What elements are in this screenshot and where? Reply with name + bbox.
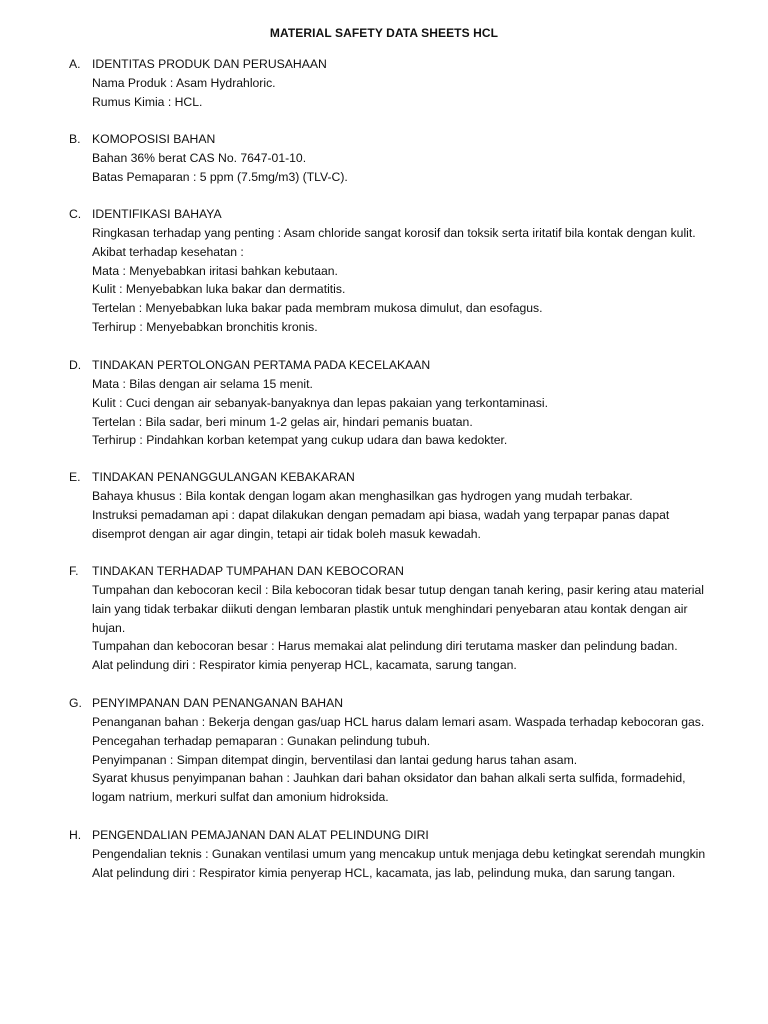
- section-letter: C.: [69, 207, 82, 221]
- section-line: Akibat terhadap kesehatan :: [92, 244, 244, 259]
- section-line: Tertelan : Menyebabkan luka bakar pada membram mukosa dimulut, dan esofagus.: [92, 301, 543, 316]
- section-title: PENGENDALIAN PEMAJANAN DAN ALAT PELINDUNG DIRI: [92, 828, 429, 842]
- section-heading: [69, 55, 759, 74]
- section-line: Pengendalian teknis : Gunakan ventilasi umum yang mencakup untuk menjaga debu ketingkat serendah mungkin: [92, 847, 706, 861]
- section-line: disemprot dengan air agar dingin, tetapi air tidak boleh masuk kewadah.: [92, 526, 481, 541]
- section-line: Tumpahan dan kebocoran kecil : Bila kebocoran tidak besar tutup dengan tanah kering, pasir kering atau material: [92, 583, 705, 597]
- section-letter: F.: [69, 564, 79, 578]
- section-heading: [69, 468, 759, 487]
- section-a: [69, 55, 759, 112]
- section-title: PENYIMPANAN DAN PENANGANAN BAHAN: [92, 696, 344, 710]
- section-heading: [69, 562, 759, 581]
- section-line: Terhirup : Pindahkan korban ketempat yang cukup udara dan bawa kedokter.: [92, 433, 508, 448]
- section-title: IDENTIFIKASI BAHAYA: [92, 207, 222, 221]
- section-line: Kulit : Menyebabkan luka bakar dan dermatitis.: [92, 282, 346, 297]
- section-line: Terhirup : Menyebabkan bronchitis kronis.: [92, 319, 318, 334]
- section-heading: [69, 130, 759, 149]
- section-line: Ringkasan terhadap yang penting : Asam chloride sangat korosif dan toksik serta iritatif bila kontak dengan kulit.: [92, 226, 696, 240]
- section-heading: [69, 694, 759, 713]
- document-title: MATERIAL SAFETY DATA SHEETS HCL: [269, 26, 499, 40]
- section-line: lain yang tidak terbakar diikuti dengan lembaran plastik untuk menghindari penyebaran atau kontak dengan air: [92, 601, 688, 616]
- section-line: logam natrium, merkuri sulfat dan amonium hidroksida.: [92, 790, 389, 805]
- section-letter: E.: [69, 470, 81, 484]
- section-title: KOMOPOSISI BAHAN: [92, 132, 216, 146]
- section-letter: D.: [69, 358, 82, 372]
- section-title: IDENTITAS PRODUK DAN PERUSAHAAN: [92, 57, 327, 71]
- section-f: [69, 562, 759, 675]
- section-line: Nama Produk : Asam Hydrahloric.: [92, 76, 276, 90]
- section-g: [69, 694, 759, 807]
- section-h: [69, 826, 759, 883]
- section-line: Mata : Menyebabkan iritasi bahkan kebutaan.: [92, 263, 338, 278]
- section-heading: [69, 205, 759, 224]
- section-line: Tumpahan dan kebocoran besar : Harus memakai alat pelindung diri terutama masker dan pelindung badan.: [92, 639, 678, 654]
- section-e: [69, 468, 759, 543]
- section-line: Pencegahan terhadap pemaparan : Gunakan pelindung tubuh.: [92, 733, 431, 748]
- section-line: Alat pelindung diri : Respirator kimia penyerap HCL, kacamata, jas lab, pelindung muka, dan sarung tangan.: [92, 865, 676, 880]
- section-line: Tertelan : Bila sadar, beri minum 1-2 gelas air, hindari pemanis buatan.: [92, 414, 473, 429]
- section-line: Kulit : Cuci dengan air sebanyak-banyaknya dan lepas pakaian yang terkontaminasi.: [92, 395, 548, 410]
- section-line: Bahan 36% berat CAS No. 7647-01-10.: [92, 151, 307, 165]
- section-letter: G.: [69, 696, 82, 710]
- section-letter: H.: [69, 828, 82, 842]
- section-heading: [69, 356, 759, 375]
- section-letter: B.: [69, 132, 81, 146]
- section-heading: [69, 826, 759, 845]
- section-line: Alat pelindung diri : Respirator kimia penyerap HCL, kacamata, sarung tangan.: [92, 658, 517, 673]
- section-line: Penyimpanan : Simpan ditempat dingin, berventilasi dan lantai gedung harus tahan asam.: [92, 752, 578, 767]
- section-title: TINDAKAN PERTOLONGAN PERTAMA PADA KECELAKAAN: [92, 358, 431, 372]
- section-title: TINDAKAN TERHADAP TUMPAHAN DAN KEBOCORAN: [92, 564, 404, 578]
- section-d: [69, 356, 759, 450]
- section-letter: A.: [69, 57, 81, 71]
- section-line: Penanganan bahan : Bekerja dengan gas/uap HCL harus dalam lemari asam. Waspada terhadap kebocoran gas.: [92, 715, 705, 729]
- section-line: Mata : Bilas dengan air selama 15 menit.: [92, 377, 313, 391]
- section-line: Syarat khusus penyimpanan bahan : Jauhkan dari bahan oksidator dan bahan alkali serta sulfida, formadehid,: [92, 771, 686, 786]
- section-line: Batas Pemaparan : 5 ppm (7.5mg/m3) (TLV-C).: [92, 169, 348, 184]
- section-line: Rumus Kimia : HCL.: [92, 94, 203, 109]
- section-title: TINDAKAN PENANGGULANGAN KEBAKARAN: [92, 470, 355, 484]
- section-line: hujan.: [92, 620, 126, 635]
- section-line: Bahaya khusus : Bila kontak dengan logam akan menghasilkan gas hydrogen yang mudah terbakar.: [92, 489, 633, 503]
- section-line: Instruksi pemadaman api : dapat dilakukan dengan pemadam api biasa, wadah yang terpapar panas dapat: [92, 507, 670, 522]
- section-c: [69, 205, 759, 337]
- section-b: [69, 130, 759, 187]
